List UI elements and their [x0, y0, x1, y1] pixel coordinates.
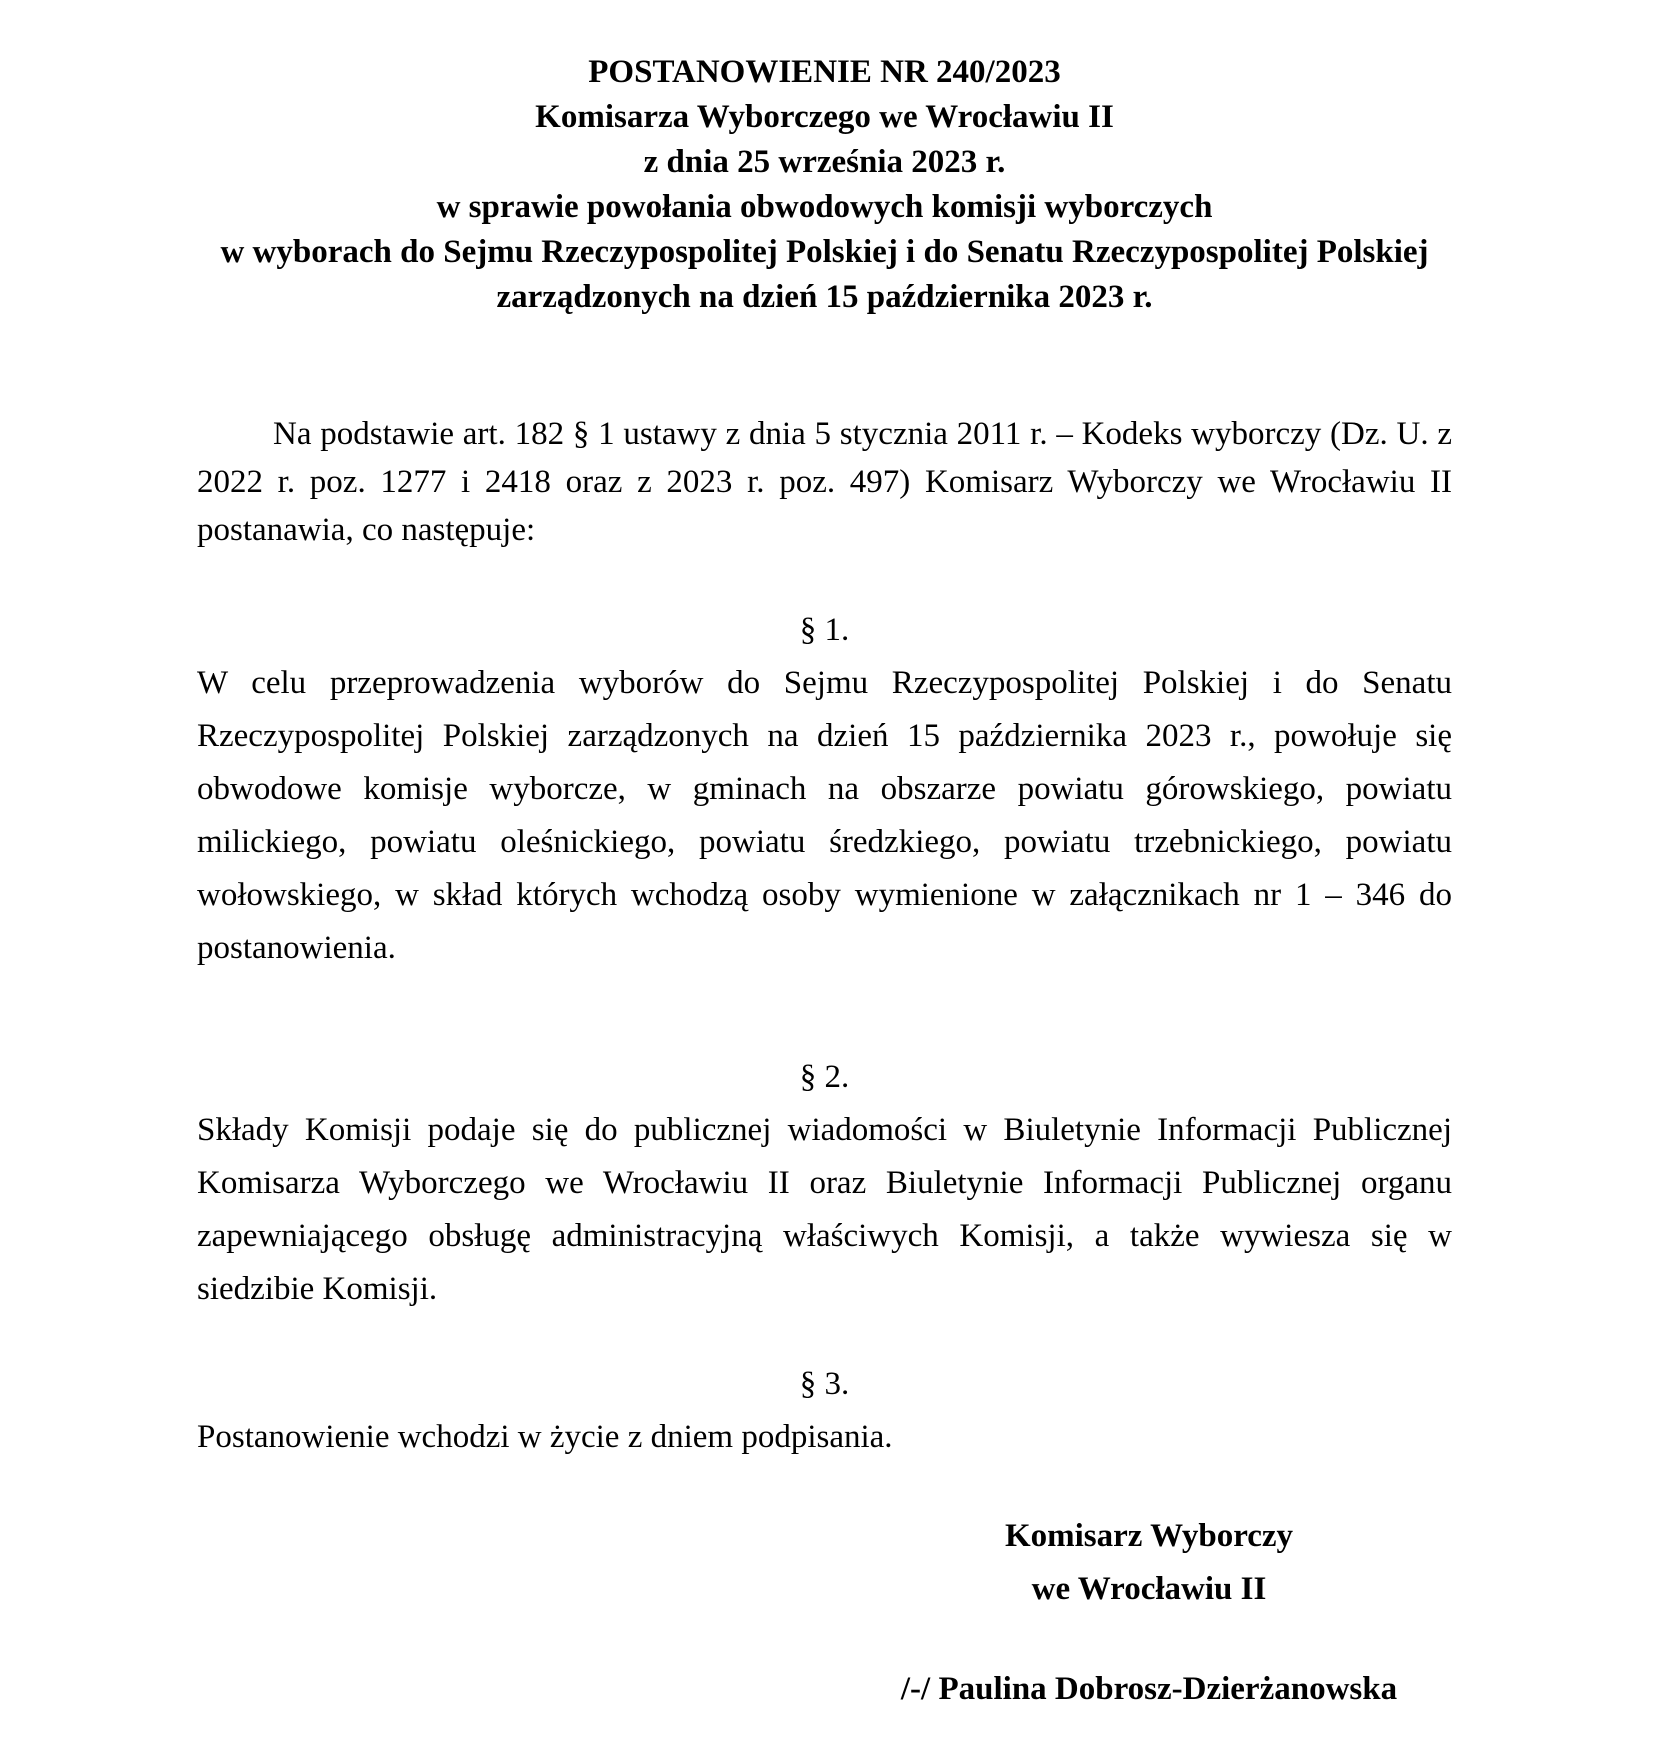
- text-line: Na podstawie art. 182 § 1 ustawy z dnia 5 stycznia 2011 r. – Kodeks wyborczy (Dz. U. z: [273, 416, 1452, 452]
- header-line-1: POSTANOWIENIE NR 240/2023: [588, 54, 1061, 90]
- preamble-paragraph: [197, 410, 1452, 554]
- text-line: milickiego, powiatu oleśnickiego, powiatu średzkiego, powiatu trzebnickiego, powiatu: [197, 824, 1452, 860]
- section-1-heading: § 1.: [799, 612, 850, 648]
- text-line: zapewniającego obsługę administracyjną właściwych Komisji, a także wywiesza się w: [197, 1218, 1452, 1254]
- text-line: obwodowe komisje wyborcze, w gminach na obszarze powiatu górowskiego, powiatu: [197, 771, 1452, 807]
- text-line: wołowskiego, w skład których wchodzą osoby wymienione w załącznikach nr 1 – 346 do: [197, 877, 1452, 913]
- header-line-3: z dnia 25 września 2023 r.: [643, 144, 1006, 180]
- text-line: Składy Komisji podaje się do publicznej wiadomości w Biuletynie Informacji Publicznej: [197, 1112, 1452, 1148]
- section-3-heading: § 3.: [799, 1366, 850, 1402]
- signature-role: Komisarz Wyborczy: [1004, 1518, 1294, 1554]
- section-2-heading: § 2.: [799, 1059, 850, 1095]
- text-line: 2022 r. poz. 1277 i 2418 oraz z 2023 r. poz. 497) Komisarz Wyborczy we Wrocławiu II: [197, 464, 1452, 500]
- header-line-4: w sprawie powołania obwodowych komisji wyborczych: [436, 189, 1213, 225]
- signature-name: /-/ Paulina Dobrosz-Dzierżanowska: [900, 1671, 1398, 1707]
- header-line-6: zarządzonych na dzień 15 października 2023 r.: [496, 279, 1153, 315]
- text-line: siedzibie Komisji.: [197, 1271, 438, 1307]
- header-line-2: Komisarza Wyborczego we Wrocławiu II: [535, 99, 1114, 135]
- text-line: Postanowienie wchodzi w życie z dniem podpisania.: [197, 1419, 893, 1455]
- text-line: Rzeczypospolitej Polskiej zarządzonych na dzień 15 października 2023 r., powołuje się: [197, 718, 1452, 754]
- text-line: postanawia, co następuje:: [197, 512, 536, 548]
- signature-location: we Wrocławiu II: [1031, 1571, 1267, 1607]
- signature-block: [844, 1510, 1454, 1716]
- text-line: Komisarza Wyborczego we Wrocławiu II oraz Biuletynie Informacji Publicznej organu: [197, 1165, 1452, 1201]
- text-line: W celu przeprowadzenia wyborów do Sejmu Rzeczypospolitej Polskiej i do Senatu: [197, 665, 1452, 701]
- section-1-body: [197, 657, 1452, 975]
- document-header: [197, 50, 1452, 320]
- section-2-body: [197, 1104, 1452, 1316]
- text-line: postanowienia.: [197, 930, 396, 966]
- header-line-5: w wyborach do Sejmu Rzeczypospolitej Polskiej i do Senatu Rzeczypospolitej Polskiej: [220, 234, 1429, 270]
- section-3-body: [197, 1411, 1452, 1464]
